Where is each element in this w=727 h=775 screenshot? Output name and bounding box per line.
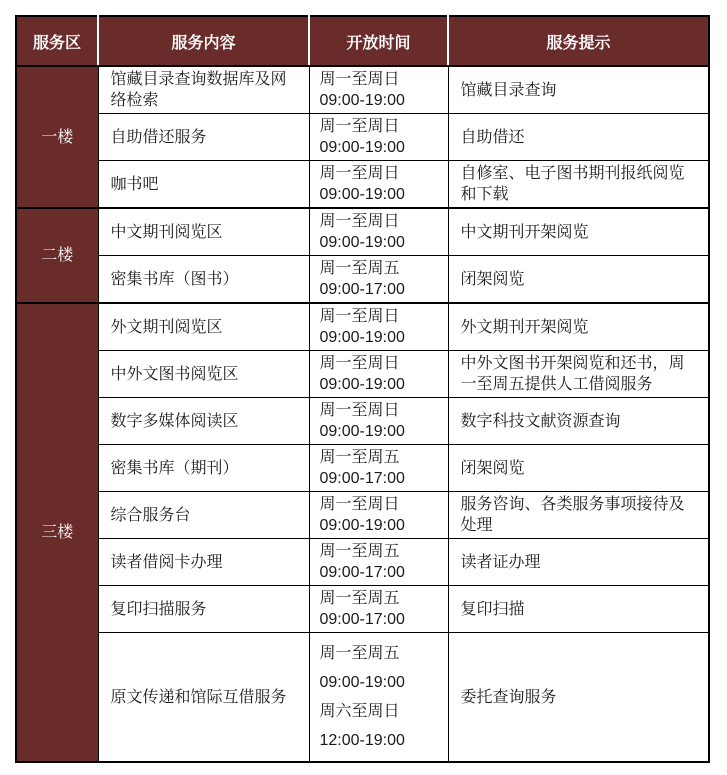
service-content-cell: 读者借阅卡办理 bbox=[98, 539, 309, 586]
service-tip-cell: 委托查询服务 bbox=[448, 633, 709, 763]
open-time-cell bbox=[309, 398, 448, 445]
table-row bbox=[16, 351, 709, 398]
floor-area-cell: 三楼 bbox=[16, 303, 98, 762]
table-row bbox=[16, 445, 709, 492]
service-tip-cell: 复印扫描 bbox=[448, 586, 709, 633]
open-time-line: 09:00-17:00 bbox=[319, 281, 405, 298]
open-time-line: 周六至周日 bbox=[319, 703, 400, 720]
table-row bbox=[16, 114, 709, 161]
service-content-cell: 数字多媒体阅读区 bbox=[98, 398, 309, 445]
open-time-line: 周一至周日 bbox=[319, 118, 400, 135]
open-time-line: 09:00-19:00 bbox=[319, 376, 405, 393]
open-time-cell bbox=[309, 161, 448, 209]
open-time-line: 09:00-19:00 bbox=[319, 517, 405, 534]
service-content-cell: 外文期刊阅览区 bbox=[98, 303, 309, 351]
open-time-line: 09:00-17:00 bbox=[319, 611, 405, 628]
open-time-cell bbox=[309, 114, 448, 161]
service-tip-cell: 读者证办理 bbox=[448, 539, 709, 586]
table-row bbox=[16, 492, 709, 539]
service-tip-cell: 服务咨询、各类服务事项接待及处理 bbox=[448, 492, 709, 539]
service-content-cell: 馆藏目录查询数据库及网络检索 bbox=[98, 66, 309, 114]
floor-area-cell: 一楼 bbox=[16, 66, 98, 208]
open-time-cell bbox=[309, 445, 448, 492]
service-content-cell: 复印扫描服务 bbox=[98, 586, 309, 633]
service-tip-cell: 中外文图书开架阅览和还书，周一至周五提供人工借阅服务 bbox=[448, 351, 709, 398]
service-content-cell: 中外文图书阅览区 bbox=[98, 351, 309, 398]
open-time-cell bbox=[309, 586, 448, 633]
open-time-line: 09:00-19:00 bbox=[319, 234, 405, 251]
header-service-content: 服务内容 bbox=[98, 16, 309, 66]
open-time-line: 周一至周五 bbox=[319, 590, 400, 607]
service-tip-cell: 闭架阅览 bbox=[448, 445, 709, 492]
library-service-table bbox=[15, 15, 710, 763]
open-time-line: 周一至周日 bbox=[319, 71, 400, 88]
service-content-cell: 综合服务台 bbox=[98, 492, 309, 539]
open-time-line: 周一至周日 bbox=[319, 165, 400, 182]
open-time-line: 周一至周日 bbox=[319, 402, 400, 419]
open-time-line: 09:00-19:00 bbox=[319, 329, 405, 346]
open-time-cell bbox=[309, 539, 448, 586]
header-row bbox=[16, 16, 709, 66]
open-time-line: 周一至周五 bbox=[319, 449, 400, 466]
service-content-cell: 咖书吧 bbox=[98, 161, 309, 209]
open-time-line: 09:00-19:00 bbox=[319, 423, 405, 440]
open-time-line: 周一至周五 bbox=[319, 645, 400, 662]
open-time-cell bbox=[309, 633, 448, 763]
header-service-area: 服务区 bbox=[16, 16, 98, 66]
floor-area-cell: 二楼 bbox=[16, 208, 98, 303]
header-service-tip: 服务提示 bbox=[448, 16, 709, 66]
open-time-line: 09:00-19:00 bbox=[319, 92, 405, 109]
open-time-line: 周一至周日 bbox=[319, 213, 400, 230]
service-tip-cell: 闭架阅览 bbox=[448, 256, 709, 304]
open-time-cell bbox=[309, 256, 448, 304]
table-row bbox=[16, 633, 709, 763]
open-time-cell bbox=[309, 351, 448, 398]
service-content-cell: 中文期刊阅览区 bbox=[98, 208, 309, 256]
table-row bbox=[16, 586, 709, 633]
open-time-line: 09:00-19:00 bbox=[319, 186, 405, 203]
table-header bbox=[16, 16, 709, 66]
service-tip-cell: 自助借还 bbox=[448, 114, 709, 161]
open-time-cell bbox=[309, 492, 448, 539]
table-row bbox=[16, 398, 709, 445]
table-row bbox=[16, 303, 709, 351]
header-open-time: 开放时间 bbox=[309, 16, 448, 66]
open-time-line: 09:00-19:00 bbox=[319, 139, 405, 156]
service-content-cell: 密集书库（期刊） bbox=[98, 445, 309, 492]
open-time-line: 09:00-17:00 bbox=[319, 470, 405, 487]
service-tip-cell: 中文期刊开架阅览 bbox=[448, 208, 709, 256]
service-content-cell: 原文传递和馆际互借服务 bbox=[98, 633, 309, 763]
service-tip-cell: 馆藏目录查询 bbox=[448, 66, 709, 114]
open-time-cell bbox=[309, 66, 448, 114]
open-time-cell bbox=[309, 208, 448, 256]
table-row bbox=[16, 161, 709, 209]
table-row bbox=[16, 66, 709, 114]
open-time-line: 09:00-19:00 bbox=[319, 674, 405, 691]
table-row bbox=[16, 539, 709, 586]
table-row bbox=[16, 208, 709, 256]
service-tip-cell: 外文期刊开架阅览 bbox=[448, 303, 709, 351]
open-time-line: 周一至周日 bbox=[319, 355, 400, 372]
open-time-line: 12:00-19:00 bbox=[319, 732, 405, 749]
service-content-cell: 自助借还服务 bbox=[98, 114, 309, 161]
table-body bbox=[16, 66, 709, 762]
open-time-line: 周一至周日 bbox=[319, 308, 400, 325]
service-content-cell: 密集书库（图书） bbox=[98, 256, 309, 304]
open-time-line: 周一至周日 bbox=[319, 496, 400, 513]
open-time-cell bbox=[309, 303, 448, 351]
service-tip-cell: 自修室、电子图书期刊报纸阅览和下载 bbox=[448, 161, 709, 209]
service-tip-cell: 数字科技文献资源查询 bbox=[448, 398, 709, 445]
open-time-line: 09:00-17:00 bbox=[319, 564, 405, 581]
open-time-line: 周一至周五 bbox=[319, 543, 400, 560]
open-time-line: 周一至周五 bbox=[319, 260, 400, 277]
table-row bbox=[16, 256, 709, 304]
